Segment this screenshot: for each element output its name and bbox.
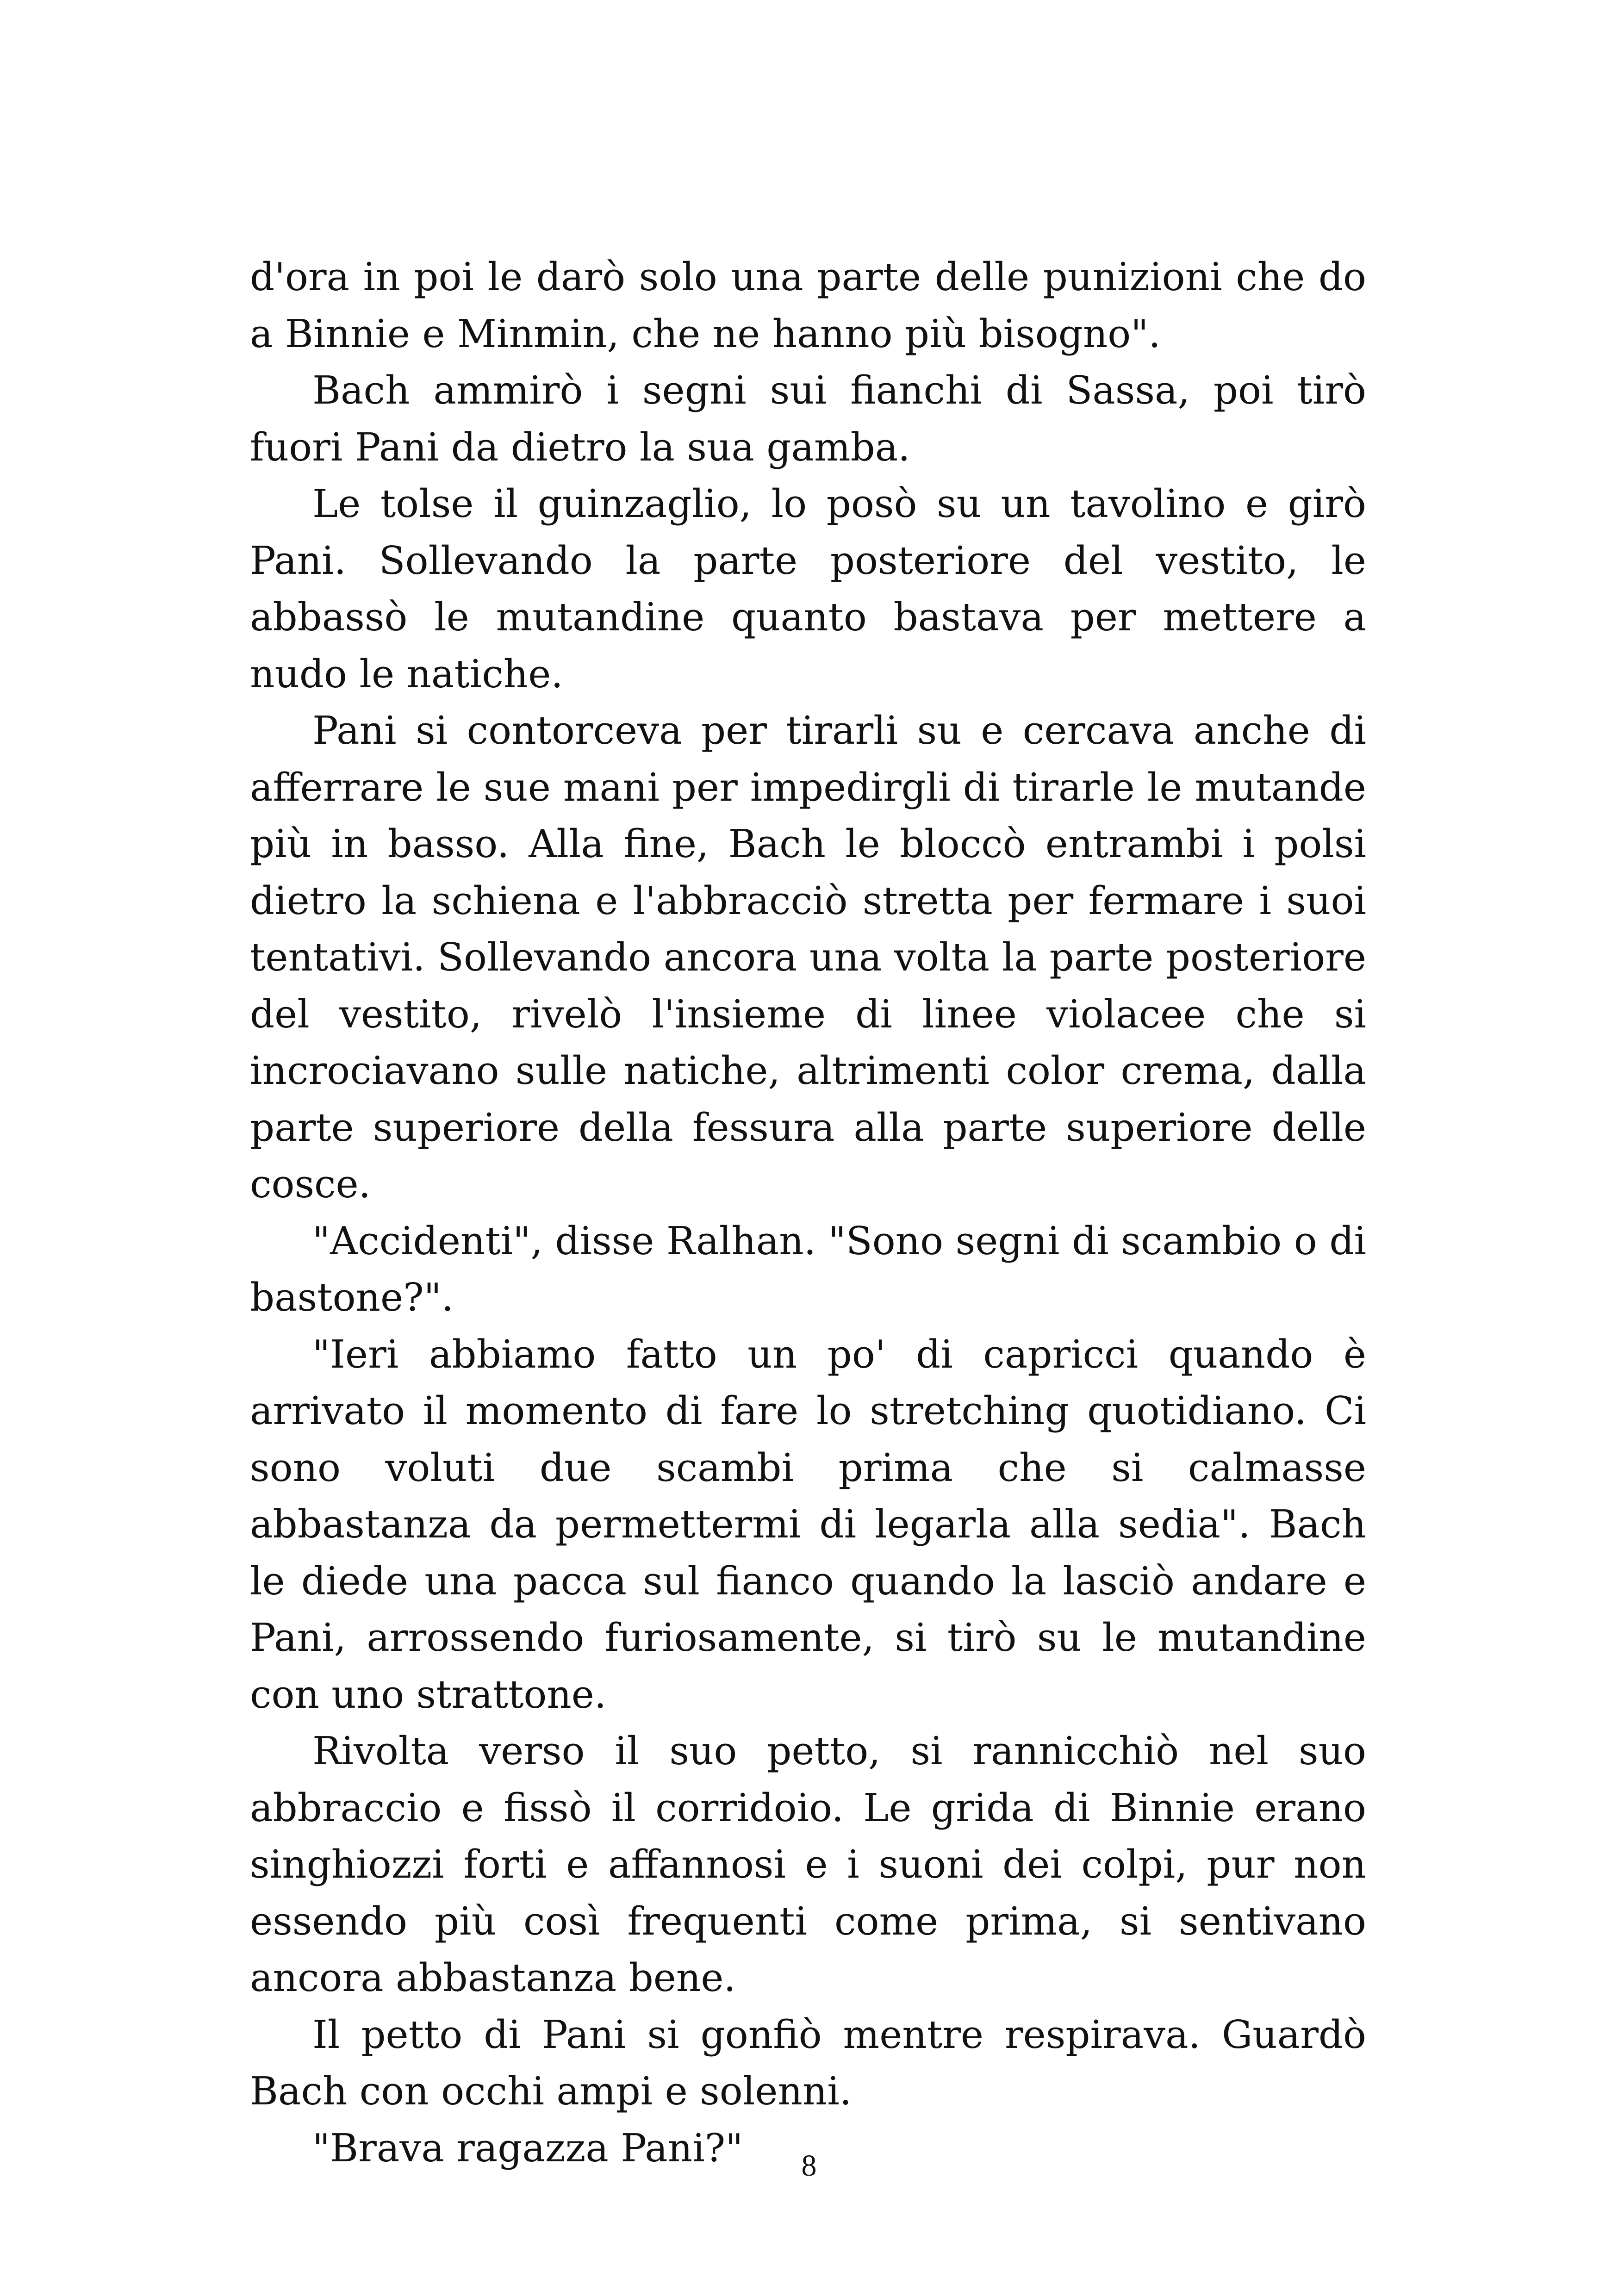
paragraph-6: "Ieri abbiamo fatto un po' di capricci quando è arrivato il momento di fare lo stretching quotidiano. Ci sono voluti due scambi prima che si calmasse abbastanza da permettermi di legarla alla sedia". Bach le diede una pacca sul fianco quando la lasciò andare e Pani, arrossendo furiosamente, si tirò su le mutandine con uno strattone. [250,1332,1366,1717]
paragraph-5: "Accidenti", disse Ralhan. "Sono segni di scambio o di bastone?". [250,1218,1366,1320]
paragraph-9: "Brava ragazza Pani?" [312,2125,743,2171]
paragraph-2: Bach ammirò i segni sui fianchi di Sassa, poi tirò fuori Pani da dietro la sua gamba. [250,368,1366,470]
paragraph-1: d'ora in poi le darò solo una parte delle punizioni che do a Binnie e Minmin, che ne hanno più bisogno". [250,255,1366,356]
paragraph-3: Le tolse il guinzaglio, lo posò su un tavolino e girò Pani. Sollevando la parte posteriore del vestito, le abbassò le mutandine quanto bastava per mettere a nudo le natiche. [250,481,1366,697]
paragraph-4: Pani si contorceva per tirarli su e cercava anche di afferrare le sue mani per impedirgli di tirarle le mutande più in basso. Alla fine, Bach le bloccò entrambi i polsi dietro la schiena e l'abbracciò stretta per fermare i suoi tentativi. Sollevando ancora una volta la parte posteriore del vestito, rivelò l'insieme di linee violacee che si incrociavano sulle natiche, altrimenti color crema, dalla parte superiore della fessura alla parte superiore delle cosce. [250,708,1366,1207]
body-text [250,249,1366,2177]
paragraph-7: Rivolta verso il suo petto, si rannicchiò nel suo abbraccio e fissò il corridoio. Le grida di Binnie erano singhiozzi forti e affannosi e i suoni dei colpi, pur non essendo più così frequenti come prima, si sentivano ancora abbastanza bene. [250,1729,1366,2000]
page-number: 8 [801,2149,817,2183]
paragraph-8: Il petto di Pani si gonfiò mentre respirava. Guardò Bach con occhi ampi e solenni. [250,2012,1366,2114]
